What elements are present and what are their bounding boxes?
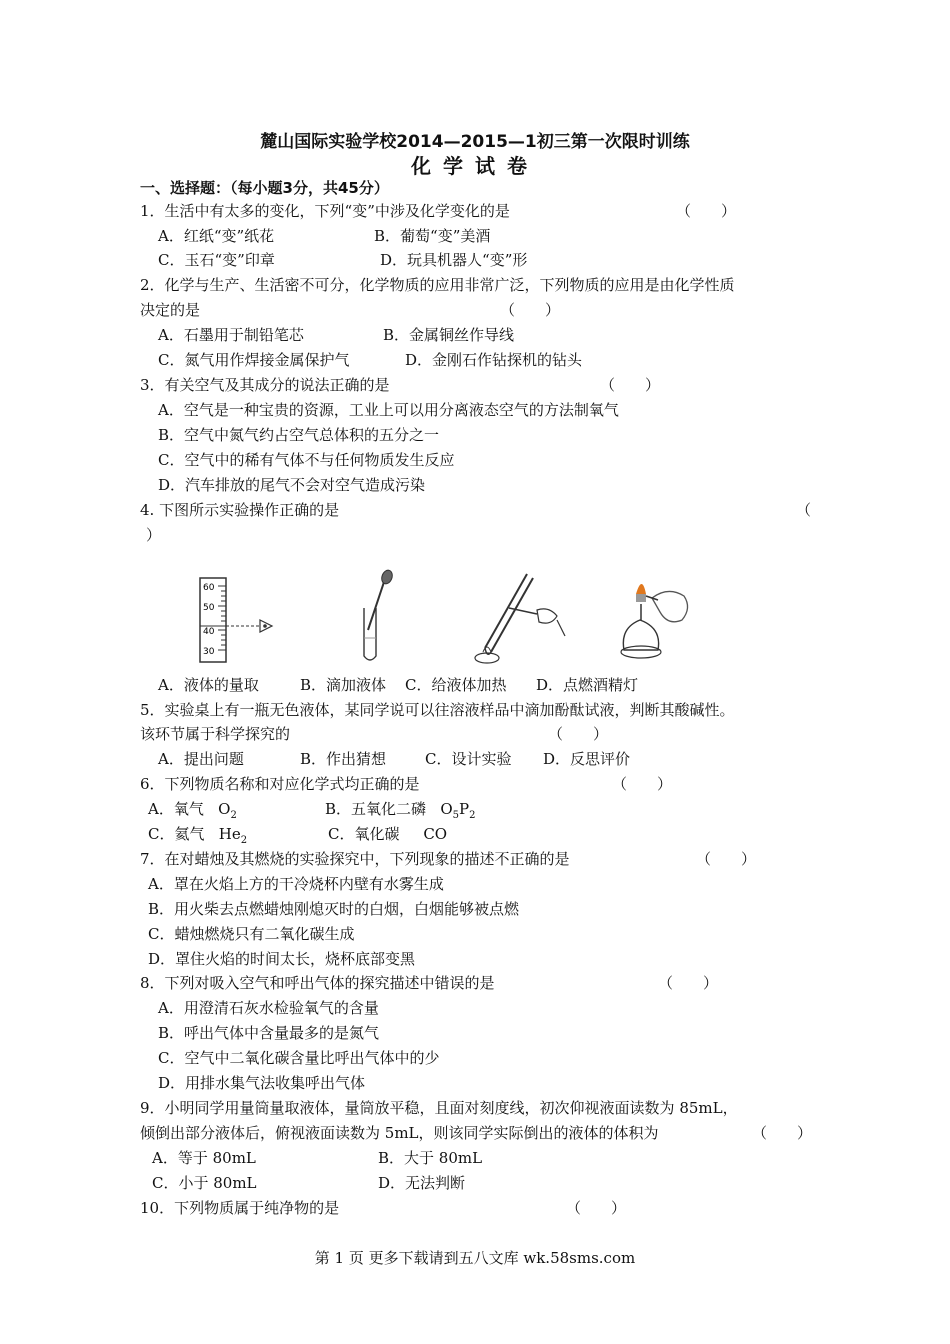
option-b: B．空气中氮气约占空气总体积的五分之一 [158,426,440,444]
question-2-stem-cont: 决定的是 [140,301,201,319]
option-a: A．石墨用于制铅笔芯 [158,326,304,344]
option-c: C．蜡烛燃烧只有二氧化碳生成 [148,925,355,943]
option-b: B．滴加液体 [300,676,387,694]
answer-paren: （ ） [676,202,737,220]
question-3-stem: 3．有关空气及其成分的说法正确的是 [140,376,390,394]
heating-test-tube-figure [465,566,575,666]
option-d: D．罩住火焰的时间太长，烧杯底部变黑 [148,950,416,968]
question-5-stem-cont: 该环节属于科学探究的 [140,725,291,743]
question-9-stem-cont: 倾倒出部分液体后，俯视液面读数为 5mL，则该同学实际倒出的液体的体积为 [140,1124,659,1142]
option-d: D．汽车排放的尾气不会对空气造成污染 [158,476,426,494]
option-a: A．用澄清石灰水检验氧气的含量 [158,999,379,1017]
hand-icon [537,609,557,623]
option-a-label: A．氧气 [148,800,204,818]
graduated-cylinder-figure [190,572,280,664]
option-d: D．用排水集气法收集呼出气体 [158,1074,366,1092]
question-8-stem: 8．下列对吸入空气和呼出气体的探究描述中错误的是 [140,974,495,992]
option-c-label: C．氦气 [148,825,205,843]
answer-paren: （ ） [566,1199,627,1217]
dropper-test-tube-figure [350,568,400,666]
formula-o2: $O_2$ [218,800,237,821]
answer-paren: （ ） [696,850,757,868]
option-a: A．等于 80mL [152,1149,256,1167]
option-d: D．反思评价 [543,750,631,768]
option-c: C．空气中二氧化碳含量比呼出气体中的少 [158,1049,440,1067]
section-heading: 一、选择题：（每小题3分，共45分） [140,179,389,197]
option-b [325,799,476,826]
option-b: B．呼出气体中含量最多的是氮气 [158,1024,380,1042]
answer-paren: （ ） [548,725,609,743]
option-c: C．给液体加热 [405,676,507,694]
dropper-bulb-icon [380,569,394,586]
option-a: A．红纸“变”纸花 [158,227,275,245]
option-c: C．玉石“变”印章 [158,251,275,269]
option-a: A．罩在火焰上方的干冷烧杯内壁有水雾生成 [148,875,444,893]
answer-paren: （ ） [612,775,673,793]
answer-paren-open: （ [796,501,812,519]
option-b: B．大于 80mL [378,1149,483,1167]
question-5-stem: 5．实验桌上有一瓶无色液体，某同学说可以往溶液样品中滴加酚酞试液，判断其酸碱性。 [140,701,735,719]
option-a: A．液体的量取 [158,676,259,694]
formula-o5p2: $O_5P_2$ [440,800,476,821]
tick-label-60: 60 [203,583,215,593]
option-d: D．点燃酒精灯 [536,676,639,694]
answer-paren: （ ） [500,301,561,319]
option-d-label: C．氧化碳 [328,825,400,843]
option-a: A．空气是一种宝贵的资源，工业上可以用分离液态空气的方法制氧气 [158,401,619,419]
question-1-stem: 1．生活中有太多的变化，下列“变”中涉及化学变化的是 [140,202,510,220]
question-4-stem: 4. 下图所示实验操作正确的是 [140,501,340,519]
answer-paren: （ ） [600,376,661,394]
option-c: C．设计实验 [425,750,512,768]
option-c: C．氮气用作焊接金属保护气 [158,351,350,369]
option-b: B．葡萄“变”美酒 [374,227,491,245]
tick-label-50: 50 [203,603,215,613]
tick-label-40: 40 [203,627,215,637]
question-6-stem: 6．下列物质名称和对应化学式均正确的是 [140,775,420,793]
answer-paren: （ ） [658,974,719,992]
formula-co: CO [423,825,448,843]
option-c [148,824,247,851]
option-c: C．空气中的稀有气体不与任何物质发生反应 [158,451,455,469]
option-a [148,799,237,826]
answer-paren: （ ） [752,1124,813,1142]
option-d: D．无法判断 [378,1174,466,1192]
option-d: D．玩具机器人“变”形 [380,251,528,269]
option-b: B．作出猜想 [300,750,387,768]
option-d: D．金刚石作钻探机的钻头 [405,351,583,369]
question-10-stem: 10．下列物质属于纯净物的是 [140,1199,340,1217]
option-b: B．用火柴去点燃蜡烛刚熄灭时的白烟，白烟能够被点燃 [148,900,520,918]
tick-label-30: 30 [203,647,215,657]
second-lamp-icon [652,591,688,621]
formula-he2: $He_2$ [218,825,248,846]
question-7-stem: 7．在对蜡烛及其燃烧的实验探究中，下列现象的描述不正确的是 [140,850,570,868]
flame-icon [636,584,646,594]
lighting-alcohol-lamp-figure [612,568,702,664]
question-2-stem: 2．化学与生产、生活密不可分，化学物质的应用非常广泛，下列物质的应用是由化学性质 [140,276,735,294]
option-b-label: B．五氧化二磷 [325,800,427,818]
question-9-stem: 9．小明同学用量筒量取液体，量筒放平稳，且面对刻度线，初次仰视液面读数为 85mL， [140,1099,738,1117]
option-d [328,824,447,844]
answer-paren-close: ） [146,526,162,544]
page-footer: 第 1 页 更多下载请到五八文库 wk.58sms.com [314,1249,636,1267]
subject-title: 化学试卷 [411,154,539,178]
option-c: C．小于 80mL [152,1174,257,1192]
option-b: B．金属铜丝作导线 [383,326,515,344]
option-a: A．提出问题 [158,750,244,768]
school-title: 麓山国际实验学校2014—2015—1初三第一次限时训练 [260,132,690,152]
